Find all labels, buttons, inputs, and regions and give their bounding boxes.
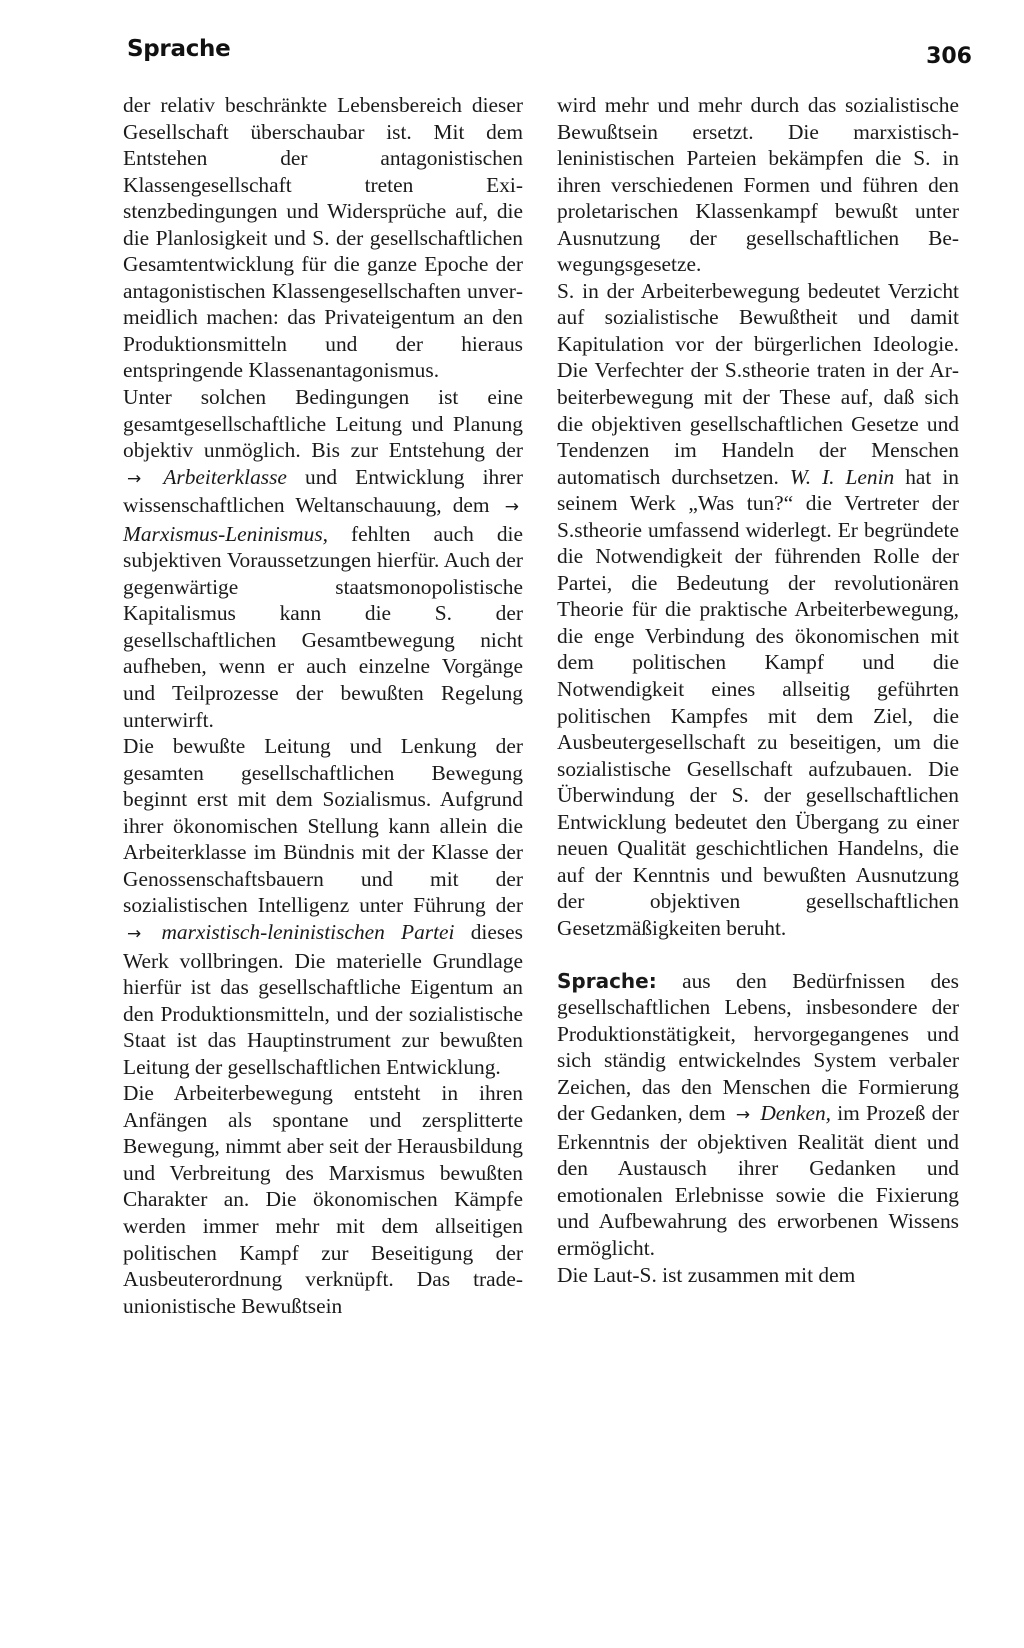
paragraph	[123, 384, 523, 733]
paragraph-text: aus den Bedürfnissen des gesellschaftlichen Lebens, insbesondere der Produktionstätigkeit, hervorgegangenes und sich ständig entwickelndes System verbaler Zeichen, das den Menschen die Formierung der Gedanken, dem	[557, 968, 959, 1126]
cross-reference-arrow-icon: →	[504, 497, 519, 518]
cross-reference-denken[interactable]: Denken,	[760, 1101, 831, 1126]
cross-reference-arrow-icon: →	[735, 1105, 751, 1126]
paragraph	[557, 278, 959, 942]
paragraph-text: hat in seinem Werk „Was tun?“ die Vertreter der S.stheorie umfassend widerlegt. Er begründete die Notwendigkeit der führenden Rolle der Partei, die Bedeutung der revolutionären Theorie für die praktische Arbeiterbewegung, die enge Verbindung des ökonomischen mit dem politischen Kampf und die Notwendigkeit eines allseitig geführten politischen Kampfes mit dem Ziel, die Ausbeutergesellschaft zu beseitigen, um die sozialistische Gesellschaft aufzubauen. Die Überwindung der S. der gesellschaftlichen Entwicklung bedeutet den Übergang zu einer neuen Qualität geschichtlichen Handelns, die auf der Kenntnis und bewußten Ausnutzung der objektiven gesellschaftlichen Gesetzmäßigkeiten beruht.	[557, 464, 959, 940]
left-column	[123, 92, 523, 1319]
paragraph-text: Die Laut-S. ist zusammen mit dem	[557, 1262, 856, 1287]
running-head: Sprache	[127, 36, 231, 62]
cross-reference-partei[interactable]: marxistisch-leninistischen Partei	[161, 919, 455, 944]
dictionary-entry	[557, 968, 959, 1262]
person-name: W. I. Lenin	[789, 464, 895, 489]
paragraph-text: der relativ beschränkte Lebensbereich dieser Gesellschaft überschaubar ist. Mit dem Entstehen der antagonistischen Klassengesellschaft treten Existenzbedingungen und Widersprüche auf, die die Planlosigkeit und S. der gesellschaftlichen Gesamtentwicklung für die ganze Epoche der antagonistischen Klassengesellschaften unvermeidlich machen: das Privateigentum an den Produktionsmitteln und der hieraus entspringende Klassenantagonismus.	[123, 93, 523, 383]
paragraph-text: wird mehr und mehr durch das sozialistische Bewußtsein ersetzt. Die marxistisch-leninistischen Parteien bekämpfen die S. in ihren verschiedenen Formen und führen den proletarischen Klassenkampf bewußt unter Ausnutzung der gesellschaftlichen Bewegungsgesetze.	[557, 93, 959, 277]
paragraph	[557, 1262, 959, 1289]
entry-lemma: Sprache:	[557, 968, 657, 993]
paragraph	[123, 1080, 523, 1319]
cross-reference-arrow-icon: →	[127, 468, 142, 489]
paragraph-text: Unter solchen Bedingungen ist eine gesamtgesellschaftliche Leitung und Planung objektiv unmöglich. Bis zur Entstehung der	[123, 385, 523, 463]
paragraph	[123, 733, 523, 1080]
paragraph	[123, 92, 523, 384]
right-column	[557, 92, 959, 1288]
cross-reference-arrow-icon: →	[127, 923, 142, 944]
paragraph-text: fehlten auch die subjektiven Voraussetzungen hierfür. Auch der gegenwärtige staatsmonopolistische Kapitalismus kann die S. der gesellschaftlichen Gesamtbewegung nicht aufheben, wenn er auch einzelne Vorgänge und Teilprozesse der bewußten Regelung unterwirft.	[123, 521, 523, 732]
paragraph-text: im Prozeß der Erkenntnis der objektiven Realität dient und den Austausch ihrer Gedanken und emotionalen Erlebnisse sowie die Fixierung und Aufbewahrung des erworbenen Wissens ermöglicht.	[557, 1101, 959, 1260]
page-number: 306	[926, 44, 972, 69]
paragraph-text: dieses Werk vollbringen. Die materielle Grundlage hierfür ist das gesellschaftliche Eigentum an den Produktionsmitteln, und der sozialistische Staat ist das Hauptinstrument zur bewußten Leitung der gesellschaftlichen Entwicklung.	[123, 919, 523, 1079]
paragraph-text: Die Arbeiterbewegung entsteht in ihren Anfängen als spontane und zersplitterte Bewegung, nimmt aber seit der Herausbildung und Verbreitung des Marxismus bewußten Charakter an. Die ökonomischen Kämpfe werden immer mehr mit dem allseitigen politischen Kampf zur Beseitigung der Ausbeuterordnung verknüpft. Das trade-unionistische Bewußtsein	[123, 1081, 523, 1318]
paragraph-text: und Entwicklung ihrer wissenschaftlichen Weltanschauung, dem	[123, 464, 523, 518]
cross-reference-arbeiterklasse[interactable]: Arbeiterklasse	[163, 464, 287, 489]
cross-reference-marxismus-leninismus[interactable]: Marxismus-Leninismus,	[123, 521, 328, 546]
paragraph-text: Die bewußte Leitung und Lenkung der gesamten gesellschaftlichen Bewegung beginnt erst mit dem Sozialismus. Aufgrund ihrer ökonomischen Stellung kann allein die Arbeiterklasse im Bündnis mit der Klasse der Genossenschaftsbauern und mit der sozialistischen Intelligenz unter Führung der	[123, 734, 523, 918]
paragraph-text: S. in der Arbeiterbewegung bedeutet Verzicht auf sozialistische Bewußtheit und damit Kapitulation vor der bürgerlichen Ideologie. Die Verfechter der S.stheorie traten in der Arbeiterbewegung mit der These auf, daß sich die objektiven gesellschaftlichen Gesetze und Tendenzen im Handeln der Menschen automatisch durchsetzen.	[557, 278, 959, 489]
paragraph	[557, 92, 959, 278]
